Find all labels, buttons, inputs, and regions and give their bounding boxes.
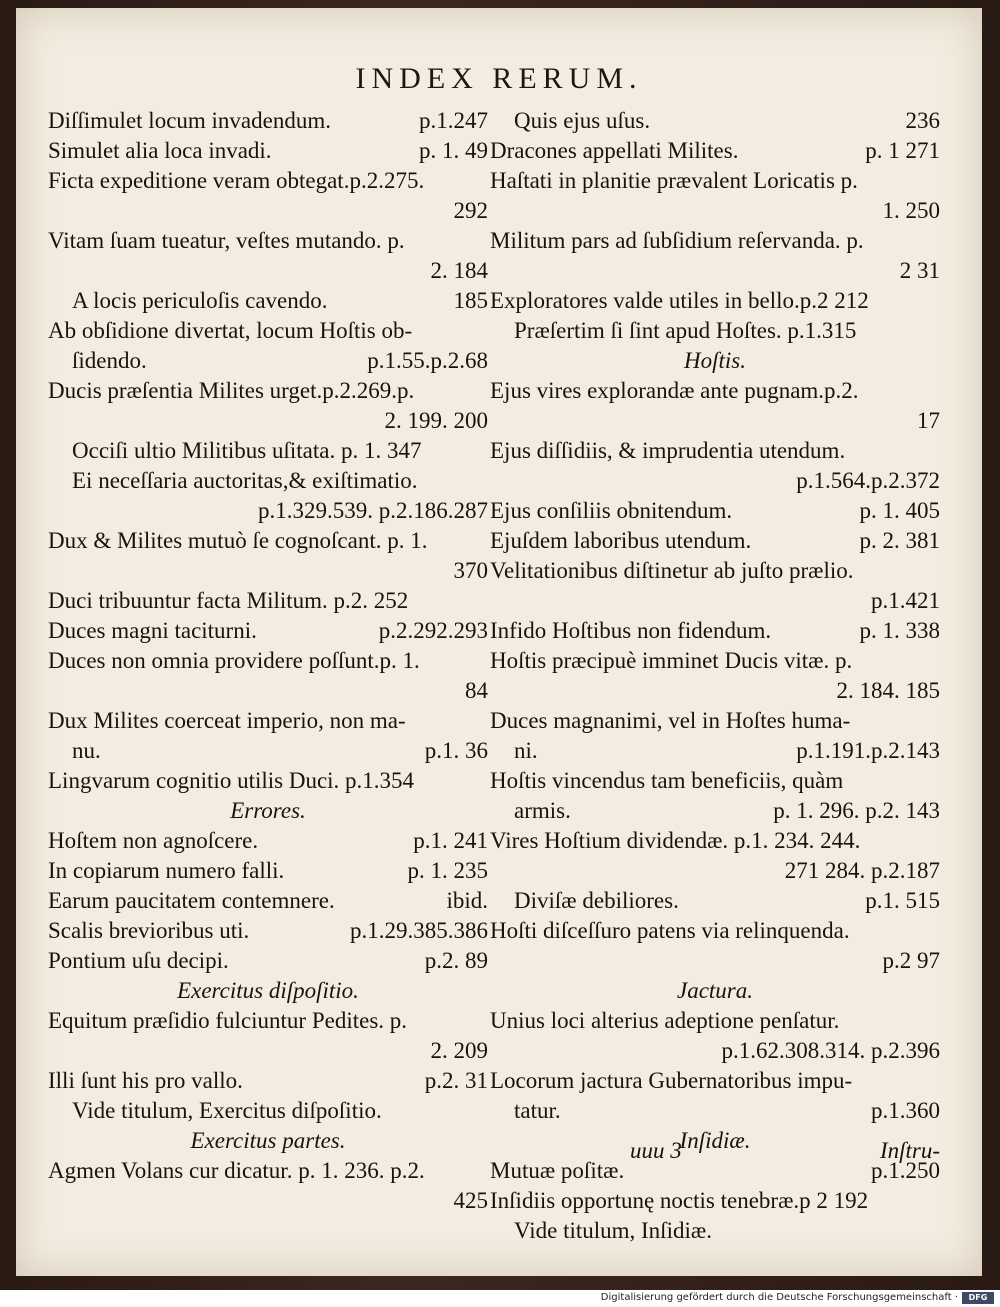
entry-text: Ficta expeditione veram obtegat.p.2.275. (48, 168, 425, 193)
entry-text: Vide titulum, Exercitus diſpoſitio. (72, 1098, 382, 1123)
page-reference: p. 1. 49 (419, 138, 488, 163)
page-reference: p. 2. 381 (859, 528, 940, 553)
page-reference: 84 (465, 678, 488, 703)
dfg-logo: DFG (962, 1292, 994, 1304)
entry-text: A locis periculoſis cavendo. (72, 288, 328, 313)
entry-text: Infido Hoſtibus non fidendum. (490, 618, 772, 643)
entry-text: Exercitus partes. (190, 1128, 346, 1153)
entry-text: Pontium uſu decipi. (48, 948, 229, 973)
entry-text: Ejus conſiliis obnitendum. (490, 498, 733, 523)
index-entry (490, 826, 940, 856)
entry-text: Quis ejus uſus. (514, 108, 651, 133)
index-entry (48, 256, 488, 286)
index-entry (48, 496, 488, 526)
entry-text: Hoſtem non agnoſcere. (48, 828, 259, 853)
page-reference: 370 (453, 558, 488, 583)
entry-text: Ei neceſſaria auctoritas,& exiſtimatio. (72, 468, 418, 493)
page-reference: p. 1. 405 (859, 498, 940, 523)
index-entry (490, 556, 940, 586)
index-entry (48, 946, 488, 976)
entry-text: Occiſi ultio Militibus uſitata. p. 1. 347 (72, 438, 422, 463)
entry-text: Inſidiis opportunę noctis tenebræ.p 2 192 (490, 1188, 869, 1213)
index-entry (48, 556, 488, 586)
index-entry (490, 886, 940, 916)
index-entry (490, 856, 940, 886)
index-entry (48, 586, 488, 616)
entry-text: armis. (514, 798, 571, 823)
page-reference: p.2 97 (882, 948, 940, 973)
entry-text: Vitam ſuam tueatur, veſtes mutando. p. (48, 228, 405, 253)
entry-text: Hoſtis. (684, 348, 746, 373)
entry-text: ſidendo. (72, 348, 147, 373)
section-heading (490, 346, 940, 376)
entry-text: Ejus diſſidiis, & imprudentia utendum. (490, 438, 846, 463)
index-entry (48, 406, 488, 436)
index-entry (48, 616, 488, 646)
entry-text: Hoſtis præcipuè imminet Ducis vitæ. p. (490, 648, 853, 673)
entry-text: Ducis præſentia Milites urget.p.2.269.p. (48, 378, 415, 403)
index-entry (48, 436, 488, 466)
index-entry (48, 466, 488, 496)
index-entry (48, 1096, 488, 1126)
index-entry (490, 226, 940, 256)
entry-text: Lingvarum cognitio utilis Duci. p.1.354 (48, 768, 415, 793)
index-entry (48, 1036, 488, 1066)
page-reference: p.1.360 (871, 1098, 940, 1123)
entry-text: Ab obſidione divertat, locum Hoſtis ob- (48, 318, 413, 343)
catchline (490, 1136, 940, 1166)
index-entry (48, 286, 488, 316)
entry-text: Haſtati in planitie prævalent Loricatis p. (490, 168, 858, 193)
index-entry (490, 646, 940, 676)
entry-text: Equitum præſidio fulciuntur Pedites. p. (48, 1008, 408, 1033)
entry-text: Earum paucitatem contemnere. (48, 888, 335, 913)
index-entry (490, 1066, 940, 1096)
entry-text: Duces magni taciturni. (48, 618, 257, 643)
index-entry (48, 166, 488, 196)
entry-text: Militum pars ad ſubſidium reſervanda. p. (490, 228, 864, 253)
index-entry (48, 226, 488, 256)
entry-text: Locorum jactura Gubernatoribus impu- (490, 1068, 853, 1093)
page-reference: p.1.421 (871, 588, 940, 613)
index-entry (48, 1156, 488, 1186)
left-column (48, 106, 488, 1216)
page-reference: 2 31 (899, 258, 940, 283)
page-reference: 185 (453, 288, 488, 313)
page-reference: p.2. 31 (424, 1068, 488, 1093)
index-entry (490, 1006, 940, 1036)
entry-text: nu. (72, 738, 101, 763)
index-entry (490, 166, 940, 196)
index-entry (48, 196, 488, 226)
page-reference: 2. 184. 185 (836, 678, 940, 703)
index-entry (490, 766, 940, 796)
entry-text: Vires Hoſtium dividendæ. p.1. 234. 244. (490, 828, 861, 853)
page-reference: p.1.29.385.386 (350, 918, 488, 943)
page-reference: p.1. 36 (424, 738, 488, 763)
index-entry (48, 346, 488, 376)
entry-text: Duces non omnia providere poſſunt.p. 1. (48, 648, 420, 673)
index-entry (490, 916, 940, 946)
index-entry (490, 106, 940, 136)
page-reference: 1. 250 (882, 198, 940, 223)
index-entry (48, 736, 488, 766)
page-reference: p.1.247 (419, 108, 488, 133)
entry-text: tatur. (514, 1098, 561, 1123)
index-entry (48, 136, 488, 166)
entry-text: Diſſimulet locum invadendum. (48, 108, 331, 133)
page-reference: p. 1. 296. p.2. 143 (773, 798, 940, 823)
index-entry (490, 526, 940, 556)
entry-text: Simulet alia loca invadi. (48, 138, 272, 163)
index-entry (490, 466, 940, 496)
entry-text: Exploratores valde utiles in bello.p.2 212 (490, 288, 869, 313)
entry-text: Duces magnanimi, vel in Hoſtes huma- (490, 708, 851, 733)
page-reference: p.1.250 (871, 1158, 940, 1183)
index-entry (490, 406, 940, 436)
index-entry (490, 1216, 940, 1246)
entry-text: Ejus vires explorandæ ante pugnam.p.2. (490, 378, 859, 403)
index-entry (48, 106, 488, 136)
page-reference: p.1.564.p.2.372 (796, 468, 940, 493)
index-entry (48, 886, 488, 916)
entry-text: ni. (514, 738, 538, 763)
page-reference: 2. 184 (430, 258, 488, 283)
index-entry (490, 1096, 940, 1126)
index-entry (48, 1066, 488, 1096)
entry-text: Errores. (230, 798, 306, 823)
index-entry (48, 916, 488, 946)
page-reference: p.1.55.p.2.68 (367, 348, 488, 373)
entry-text: Exercitus diſpoſitio. (177, 978, 359, 1003)
page-reference: p.1. 241 (413, 828, 488, 853)
section-heading (490, 976, 940, 1006)
index-entry (490, 1036, 940, 1066)
index-entry (490, 676, 940, 706)
page-reference: p. 1. 235 (407, 858, 488, 883)
page-reference: p.1.62.308.314. p.2.396 (721, 1038, 940, 1063)
entry-text: Inſidiæ. (679, 1128, 751, 1153)
index-entry (490, 946, 940, 976)
page-reference: 236 (905, 108, 940, 133)
index-entry (490, 316, 940, 346)
index-entry (48, 676, 488, 706)
entry-text: Hoſtis vincendus tam beneficiis, quàm (490, 768, 844, 793)
entry-text: Agmen Volans cur dicatur. p. 1. 236. p.2. (48, 1158, 425, 1183)
entry-text: Dux Milites coerceat imperio, non ma- (48, 708, 406, 733)
catchword: Inſtru- (879, 1138, 940, 1163)
index-entry (490, 616, 940, 646)
index-entry (490, 706, 940, 736)
entry-text: Duci tribuuntur facta Militum. p.2. 252 (48, 588, 409, 613)
index-entry (48, 376, 488, 406)
entry-text: Unius loci alterius adeptione penſatur. (490, 1008, 840, 1033)
index-entry (48, 706, 488, 736)
index-entry (490, 256, 940, 286)
page-reference: p.2.292.293 (378, 618, 488, 643)
entry-text: In copiarum numero falli. (48, 858, 285, 883)
index-entry (490, 796, 940, 826)
page-reference: p.1. 515 (865, 888, 940, 913)
signature-mark: uuu 3 (630, 1138, 682, 1163)
index-entry (48, 646, 488, 676)
entry-text: Scalis brevioribus uti. (48, 918, 250, 943)
index-entry (48, 316, 488, 346)
entry-text: Mutuæ poſitæ. (490, 1158, 625, 1183)
entry-text: Dux & Milites mutuò ſe cognoſcant. p. 1. (48, 528, 428, 553)
index-entry (490, 436, 940, 466)
page-reference: 271 284. p.2.187 (784, 858, 940, 883)
index-entry (490, 136, 940, 166)
entry-text: Illi ſunt his pro vallo. (48, 1068, 243, 1093)
index-entry (490, 1186, 940, 1216)
page-reference: p.1.329.539. p.2.186.287 (258, 498, 488, 523)
index-entry (490, 586, 940, 616)
index-entry (48, 856, 488, 886)
page-header: INDEX RERUM. (355, 62, 643, 95)
index-entry (490, 286, 940, 316)
page-reference: p.1.191.p.2.143 (796, 738, 940, 763)
index-entry (48, 1006, 488, 1036)
entry-text: Jactura. (676, 978, 753, 1003)
footer-bar (0, 1290, 1000, 1307)
entry-text: Præſertim ſi ſint apud Hoſtes. p.1.315 (514, 318, 857, 343)
entry-text: Hoſti diſceſſuro patens via relinquenda. (490, 918, 850, 943)
index-entry (490, 496, 940, 526)
index-entry (490, 376, 940, 406)
page-reference: p. 1 271 (865, 138, 940, 163)
page-reference: ibid. (446, 888, 488, 913)
page-reference: 17 (917, 408, 940, 433)
section-heading (48, 1126, 488, 1156)
entry-text: Ejuſdem laboribus utendum. (490, 528, 752, 553)
entry-text: Vide titulum, Inſidiæ. (514, 1218, 712, 1243)
page-reference: 292 (453, 198, 488, 223)
right-column (490, 106, 940, 1246)
index-entry (48, 526, 488, 556)
index-entry (48, 1186, 488, 1216)
entry-text: Dracones appellati Milites. (490, 138, 739, 163)
page-reference: p.2. 89 (424, 948, 488, 973)
index-entry (490, 736, 940, 766)
page-reference: 2. 199. 200 (384, 408, 488, 433)
footer-credit: Digitalisierung gefördert durch die Deutsche Forschungsgemeinschaft · (600, 1292, 958, 1303)
section-heading (48, 796, 488, 826)
index-entry (48, 826, 488, 856)
index-entry (490, 196, 940, 226)
index-entry (48, 766, 488, 796)
page-reference: 425 (453, 1188, 488, 1213)
entry-text: Velitationibus diſtinetur ab juſto prælio. (490, 558, 854, 583)
page-reference: 2. 209 (430, 1038, 488, 1063)
page-reference: p. 1. 338 (859, 618, 940, 643)
section-heading (48, 976, 488, 1006)
entry-text: Diviſæ debiliores. (514, 888, 679, 913)
book-page (16, 8, 982, 1276)
